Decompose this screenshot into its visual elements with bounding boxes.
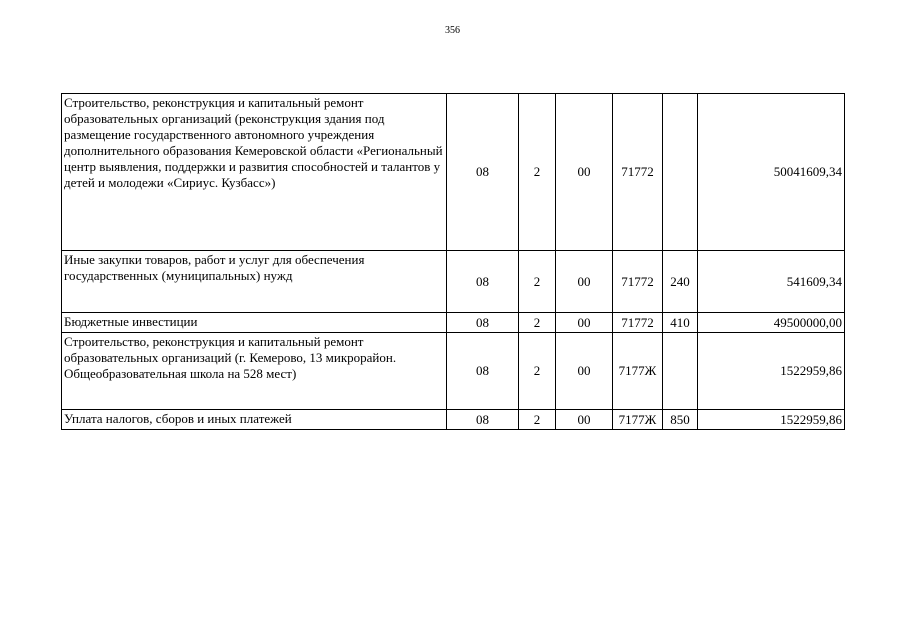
row-target-code: 71772 (613, 94, 663, 251)
row-program-code: 00 (556, 94, 613, 251)
row-program-code: 00 (556, 251, 613, 313)
row-section-code: 08 (447, 410, 519, 430)
row-subsection-code: 2 (519, 333, 556, 410)
row-description: Строительство, реконструкция и капитальный ремонт образовательных организаций (реконструкция здания под размещение государственного автономного учреждения дополнительного образования Кемеровской области «Региональный центр выявления, поддержки и развития способностей и талантов у детей и молодежи «Сириус. Кузбасс») (62, 94, 447, 251)
budget-table (61, 93, 845, 430)
row-expense-type: 410 (663, 313, 698, 333)
row-amount: 541609,34 (698, 251, 845, 313)
table-row (62, 313, 845, 333)
row-section-code: 08 (447, 94, 519, 251)
row-section-code: 08 (447, 333, 519, 410)
row-expense-type: 850 (663, 410, 698, 430)
row-target-code: 71772 (613, 251, 663, 313)
row-amount: 49500000,00 (698, 313, 845, 333)
table-row (62, 94, 845, 251)
row-program-code: 00 (556, 333, 613, 410)
row-subsection-code: 2 (519, 94, 556, 251)
row-amount: 1522959,86 (698, 410, 845, 430)
row-amount: 50041609,34 (698, 94, 845, 251)
row-expense-type (663, 333, 698, 410)
row-amount: 1522959,86 (698, 333, 845, 410)
row-section-code: 08 (447, 251, 519, 313)
table-row (62, 410, 845, 430)
row-target-code: 7177Ж (613, 410, 663, 430)
row-description: Уплата налогов, сборов и иных платежей (62, 410, 447, 430)
page-number: 356 (445, 25, 460, 36)
row-subsection-code: 2 (519, 313, 556, 333)
row-target-code: 71772 (613, 313, 663, 333)
table-row (62, 251, 845, 313)
row-subsection-code: 2 (519, 410, 556, 430)
row-description: Строительство, реконструкция и капитальный ремонт образовательных организаций (г. Кемерово, 13 микрорайон. Общеобразовательная школа на 528 мест) (62, 333, 447, 410)
row-expense-type (663, 94, 698, 251)
row-description: Бюджетные инвестиции (62, 313, 447, 333)
row-expense-type: 240 (663, 251, 698, 313)
row-section-code: 08 (447, 313, 519, 333)
row-subsection-code: 2 (519, 251, 556, 313)
row-program-code: 00 (556, 313, 613, 333)
row-program-code: 00 (556, 410, 613, 430)
table-row (62, 333, 845, 410)
row-description: Иные закупки товаров, работ и услуг для обеспечения государственных (муниципальных) нужд (62, 251, 447, 313)
row-target-code: 7177Ж (613, 333, 663, 410)
